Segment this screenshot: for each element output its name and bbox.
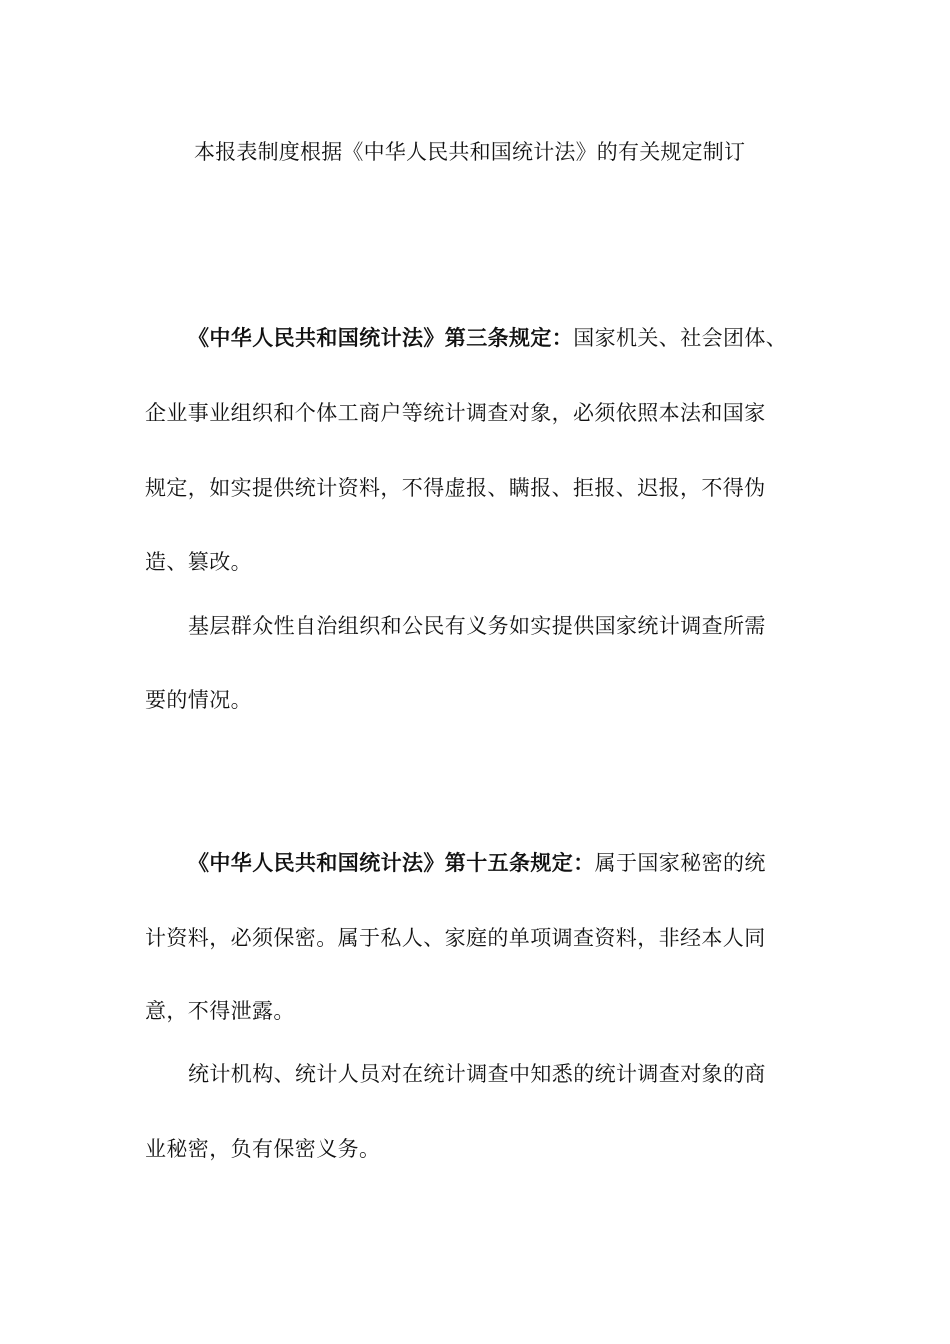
article-15-para2-line-2: 业秘密，负有保密义务。	[145, 1137, 381, 1161]
article-15-heading: 《中华人民共和国统计法》第十五条规定：	[188, 850, 595, 875]
article-3-para2-line-1: 基层群众性自治组织和公民有义务如实提供国家统计调查所需	[188, 614, 766, 638]
article-3-text-line-2: 企业事业组织和个体工商户等统计调查对象，必须依照本法和国家	[145, 401, 766, 425]
article-15-text-line-3: 意，不得泄露。	[145, 999, 295, 1023]
article-3-text-line-4: 造、篡改。	[145, 550, 252, 574]
article-15-text-line-1: 属于国家秘密的统	[594, 851, 766, 875]
article-15-first-line	[188, 849, 766, 877]
article-3-para2-line-2: 要的情况。	[145, 688, 252, 712]
article-15-para2-line-1: 统计机构、统计人员对在统计调查中知悉的统计调查对象的商	[188, 1062, 766, 1086]
document-title: 本报表制度根据《中华人民共和国统计法》的有关规定制订	[194, 140, 746, 164]
article-3-text-line-3: 规定，如实提供统计资料，不得虚报、瞒报、拒报、迟报，不得伪	[145, 476, 766, 500]
article-3-text-line-1: 国家机关、社会团体、	[573, 326, 788, 350]
article-15-text-line-2: 计资料，必须保密。属于私人、家庭的单项调查资料，非经本人同	[145, 926, 766, 950]
article-3-first-line	[188, 324, 787, 352]
article-3-heading: 《中华人民共和国统计法》第三条规定：	[188, 325, 574, 350]
